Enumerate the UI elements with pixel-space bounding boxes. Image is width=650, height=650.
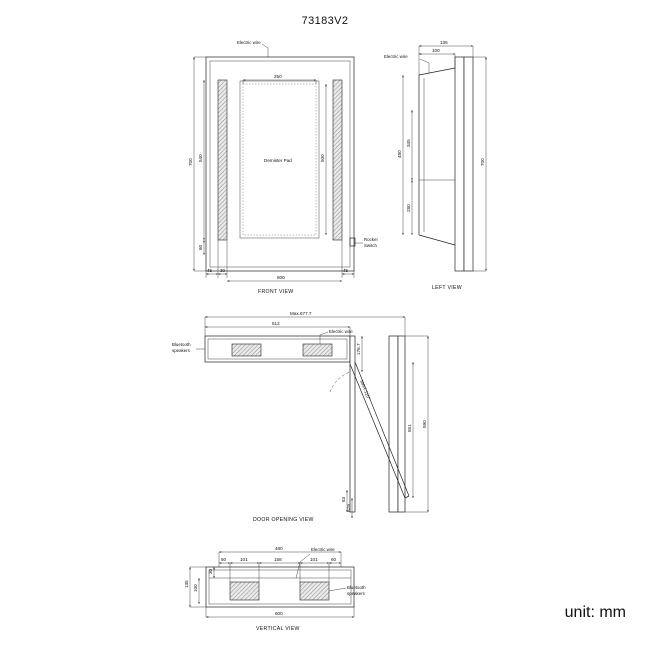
vertical-dim-158: 158: [274, 557, 282, 562]
vertical-dim-600: 600: [275, 611, 283, 616]
bt-speakers-label-2: speakers: [172, 348, 190, 353]
front-electric-wire-label: Electric wire: [237, 40, 261, 45]
left-electric-wire-leader: [420, 59, 429, 73]
front-dim-250: 250: [274, 74, 282, 79]
vertical-bt-label-2: speakers: [347, 591, 365, 596]
front-view-caption: FRONT VIEW: [258, 289, 294, 295]
left-dim-100: 100: [432, 48, 440, 53]
left-dim-700: 700: [480, 158, 485, 166]
vertical-view: [184, 546, 366, 632]
left-view: [384, 40, 486, 291]
vert-bt-speaker-left: [230, 582, 259, 600]
vertical-dim-60-left: 60: [221, 557, 227, 562]
door-dim-629: 629: [346, 504, 351, 512]
front-dim-30: 30: [220, 268, 226, 273]
rocker-switch-label-2: Switch: [364, 243, 377, 248]
front-dim-600: 600: [277, 275, 285, 280]
door-dim-176: 176.7: [356, 343, 361, 355]
left-dim-280: 280: [406, 204, 411, 212]
door-dim-max: Max.677.7: [290, 311, 312, 316]
vertical-dim-101-left: 101: [240, 557, 248, 562]
page-title: 73183V2: [301, 15, 349, 27]
door-electric-wire-label: Electric wire: [329, 329, 353, 334]
door-dim-63: 63: [341, 496, 346, 502]
vertical-dim-101-right: 101: [310, 557, 318, 562]
bt-speakers-label-1: Bluetooth: [172, 342, 191, 347]
left-dim-480: 480: [397, 150, 402, 158]
front-electric-wire-leader: [262, 44, 268, 57]
vertical-dim-30: 30: [208, 568, 213, 574]
front-dim-700: 700: [188, 158, 193, 166]
front-dim-45-left: 45: [207, 268, 213, 273]
unit-label: unit: mm: [564, 604, 626, 621]
door-angle-label: MAX.110°: [359, 379, 372, 401]
front-dim-500: 500: [320, 154, 325, 162]
front-view: [188, 40, 378, 295]
door-dim-590: 590: [422, 420, 427, 428]
vertical-view-caption: VERTICAL VIEW: [256, 626, 300, 632]
led-strip-right: [333, 80, 342, 240]
led-strip-left: [218, 80, 227, 240]
door-dim-512: 512: [272, 321, 280, 326]
door-opening-caption: DOOR OPENING VIEW: [253, 517, 314, 523]
door-dim-551: 551: [407, 424, 412, 432]
vertical-dim-100: 100: [193, 584, 198, 592]
vertical-bt-label-1: Bluetooth: [347, 585, 366, 590]
vert-bt-speaker-right: [300, 582, 329, 600]
left-dim-345: 345: [406, 139, 411, 147]
door-opening-view: [172, 311, 428, 523]
left-view-caption: LEFT VIEW: [432, 285, 462, 291]
left-dim-135: 135: [440, 40, 448, 45]
left-electric-wire-label: Electric wire: [384, 54, 408, 59]
bt-speaker-right: [303, 344, 332, 356]
front-dim-540: 540: [198, 154, 203, 162]
demister-pad-label: Demister Pad: [264, 158, 292, 163]
vertical-electric-wire-label: Electric wire: [311, 547, 335, 552]
vertical-dim-480: 480: [275, 546, 283, 551]
front-dim-45-right: 45: [343, 268, 349, 273]
vertical-dim-60-right: 60: [331, 557, 337, 562]
rocker-switch-label-1: Rocker: [364, 237, 378, 242]
bt-speaker-left: [232, 344, 261, 356]
vertical-dim-135: 135: [184, 580, 189, 588]
front-dim-60: 60: [198, 244, 203, 250]
